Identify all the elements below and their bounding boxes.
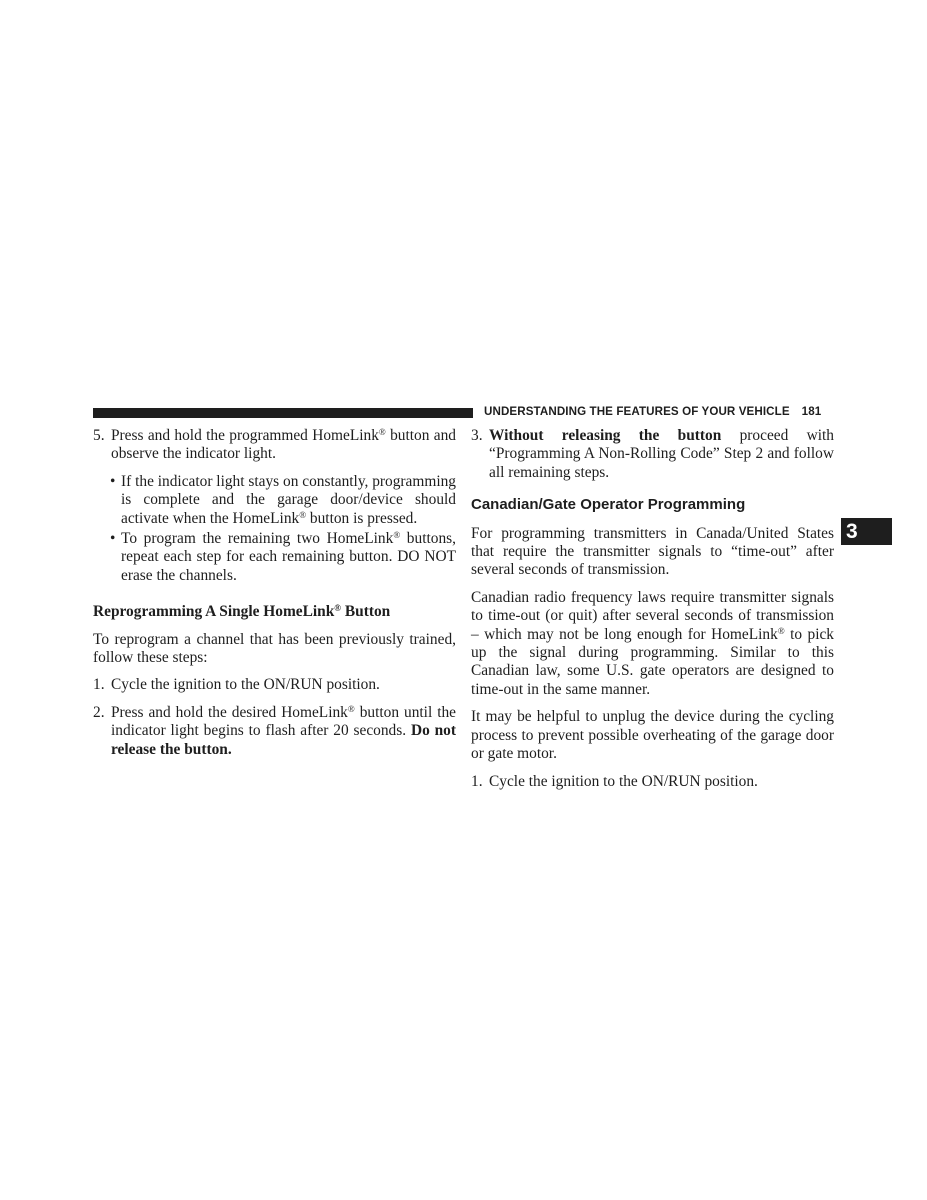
step-1: 1. Cycle the ignition to the ON/RUN position. — [93, 676, 380, 694]
step-1: 1. Cycle the ignition to the ON/RUN position. — [471, 772, 758, 790]
step-2: 2. Press and hold the desired HomeLink® button until the indicator light begins to flash after 20 seconds. Do not release the button. — [93, 703, 456, 758]
registered-mark: ® — [299, 509, 307, 520]
intro-paragraph: To reprogram a channel that has been previously trained, follow these steps: — [93, 630, 456, 667]
paragraph: Canadian radio frequency laws require transmitter signals to time-out (or quit) after several seconds of transmission – which may not be long enough for HomeLink® to pick up the signal during programming. Similar to this Canadian law, some U.S. gate operators are designed to time-out in the same manner. — [471, 588, 835, 698]
chapter-tab: 3 — [841, 518, 892, 545]
registered-mark: ® — [334, 603, 342, 614]
bullet-item: • To program the remaining two HomeLink® buttons, repeat each step for each remaining button. DO NOT erase the channels. — [110, 530, 456, 584]
registered-mark: ® — [347, 703, 355, 714]
right-column — [471, 427, 834, 800]
registered-mark: ® — [378, 427, 386, 437]
bullet-item: • If the indicator light stays on constantly, programming is complete and the garage door/device should activate when the HomeLink® button is pressed. — [110, 472, 456, 527]
bullet-icon: • — [110, 472, 116, 490]
running-header — [484, 405, 836, 418]
step-3: 3. Without releasing the button proceed with “Programming A Non-Rolling Code” Step 2 and follow all remaining steps. — [471, 427, 834, 481]
paragraph: It may be helpful to unplug the device during the cycling process to prevent possible overheating of the garage door or gate motor. — [471, 708, 834, 763]
header-rule — [93, 408, 473, 418]
registered-mark: ® — [393, 530, 401, 541]
step-5: 5. Press and hold the programmed HomeLink® button and observe the indicator light. — [93, 427, 456, 463]
header-title: UNDERSTANDING THE FEATURES OF YOUR VEHICLE — [484, 405, 790, 418]
section-heading: Canadian/Gate Operator Programming — [471, 496, 746, 514]
left-column — [93, 427, 456, 768]
section-heading: Reprogramming A Single HomeLink® Button — [93, 603, 391, 621]
page-number: 181 — [801, 405, 822, 418]
bullet-icon: • — [110, 530, 116, 548]
paragraph: For programming transmitters in Canada/United States that require the transmitter signals to “time-out” after several seconds of transmission. — [471, 524, 834, 579]
registered-mark: ® — [777, 625, 785, 636]
